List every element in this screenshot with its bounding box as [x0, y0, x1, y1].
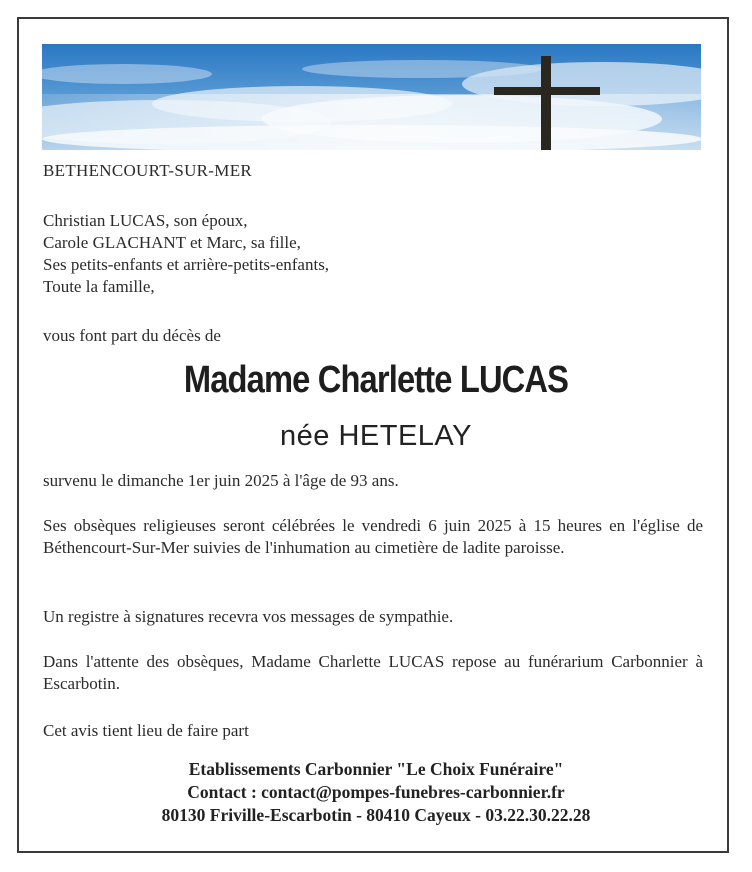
company-name: Etablissements Carbonnier "Le Choix Funéraire": [188, 759, 564, 779]
funeral-home-text: Dans l'attente des obsèques, Madame Charlette LUCAS repose au funérarium Carbonnier à Escarbotin.: [43, 652, 703, 693]
funeral-home-footer: [0, 758, 752, 827]
family-line: Ses petits-enfants et arrière-petits-enfants,: [43, 255, 330, 274]
maiden-name: née HETELAY: [280, 420, 472, 452]
deceased-name: Madame Charlette LUCAS: [183, 359, 569, 401]
family-list: [43, 210, 329, 298]
announcement-intro: vous font part du décès de: [43, 326, 221, 345]
family-line: Christian LUCAS, son époux,: [43, 211, 248, 230]
funeral-details-text: Ses obsèques religieuses seront célébrées le vendredi 6 juin 2025 à 15 heures en l'église de Béthencourt-Sur-Mer suivies de l'inhumation au cimetière de ladite paroisse.: [43, 516, 703, 557]
company-address: 80130 Friville-Escarbotin - 80410 Cayeux - 03.22.30.22.28: [161, 805, 591, 825]
sky-cross-banner: [42, 44, 701, 150]
family-line: Toute la famille,: [43, 277, 155, 296]
death-date-text: survenu le dimanche 1er juin 2025 à l'âge de 93 ans.: [43, 471, 399, 490]
contact-email: Contact : contact@pompes-funebres-carbonnier.fr: [187, 782, 565, 802]
register-text: Un registre à signatures recevra vos messages de sympathie.: [43, 607, 454, 626]
family-line: Carole GLACHANT et Marc, sa fille,: [43, 233, 301, 252]
location-heading: BETHENCOURT-SUR-MER: [43, 161, 253, 180]
notice-text: Cet avis tient lieu de faire part: [43, 721, 249, 740]
sky-banner-image: [42, 44, 701, 150]
